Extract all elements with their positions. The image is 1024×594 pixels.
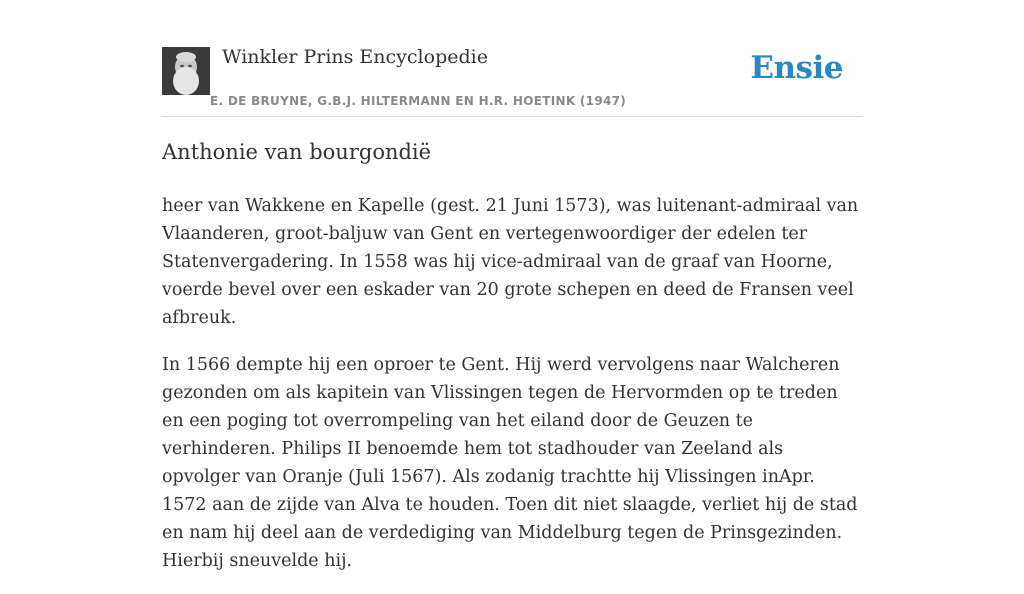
article-paragraph: heer van Wakkene en Kapelle (gest. 21 Juni 1573), was luitenant-admiraal van Vlaanderen, groot-baljuw van Gent en vertegenwoordiger der edelen ter Statenvergadering. In 1558 was hij vice-admiraal van de graaf van Hoorne, voerde bevel over een eskader van 20 grote schepen en deed de Fransen veel afbreuk. — [162, 196, 859, 328]
source-header — [162, 40, 862, 117]
ensie-logo-link[interactable]: Ensie — [750, 50, 843, 86]
article-title: Anthonie van bourgondië — [162, 140, 432, 164]
portrait-icon — [162, 47, 210, 95]
article-body — [162, 192, 862, 594]
author-portrait-avatar[interactable] — [162, 47, 210, 95]
source-title[interactable]: Winkler Prins Encyclopedie — [222, 46, 488, 68]
source-authors: E. DE BRUYNE, G.B.J. HILTERMANN EN H.R. HOETINK (1947) — [210, 94, 627, 108]
article-paragraph: In 1566 dempte hij een oproer te Gent. Hij werd vervolgens naar Walcheren gezonden om als kapitein van Vlissingen tegen de Hervormden op te treden en een poging tot overrompeling van het eiland door de Geuzen te verhinderen. Philips II benoemde hem tot stadhouder van Zeeland als opvolger van Oranje (Juli 1567). Als zodanig trachtte hij Vlissingen inApr. 1572 aan de zijde van Alva te houden. Toen dit niet slaagde, verliet hij de stad en nam hij deel aan de verdediging van Middelburg tegen de Prinsgezinden. Hierbij sneuvelde hij. — [162, 355, 858, 571]
